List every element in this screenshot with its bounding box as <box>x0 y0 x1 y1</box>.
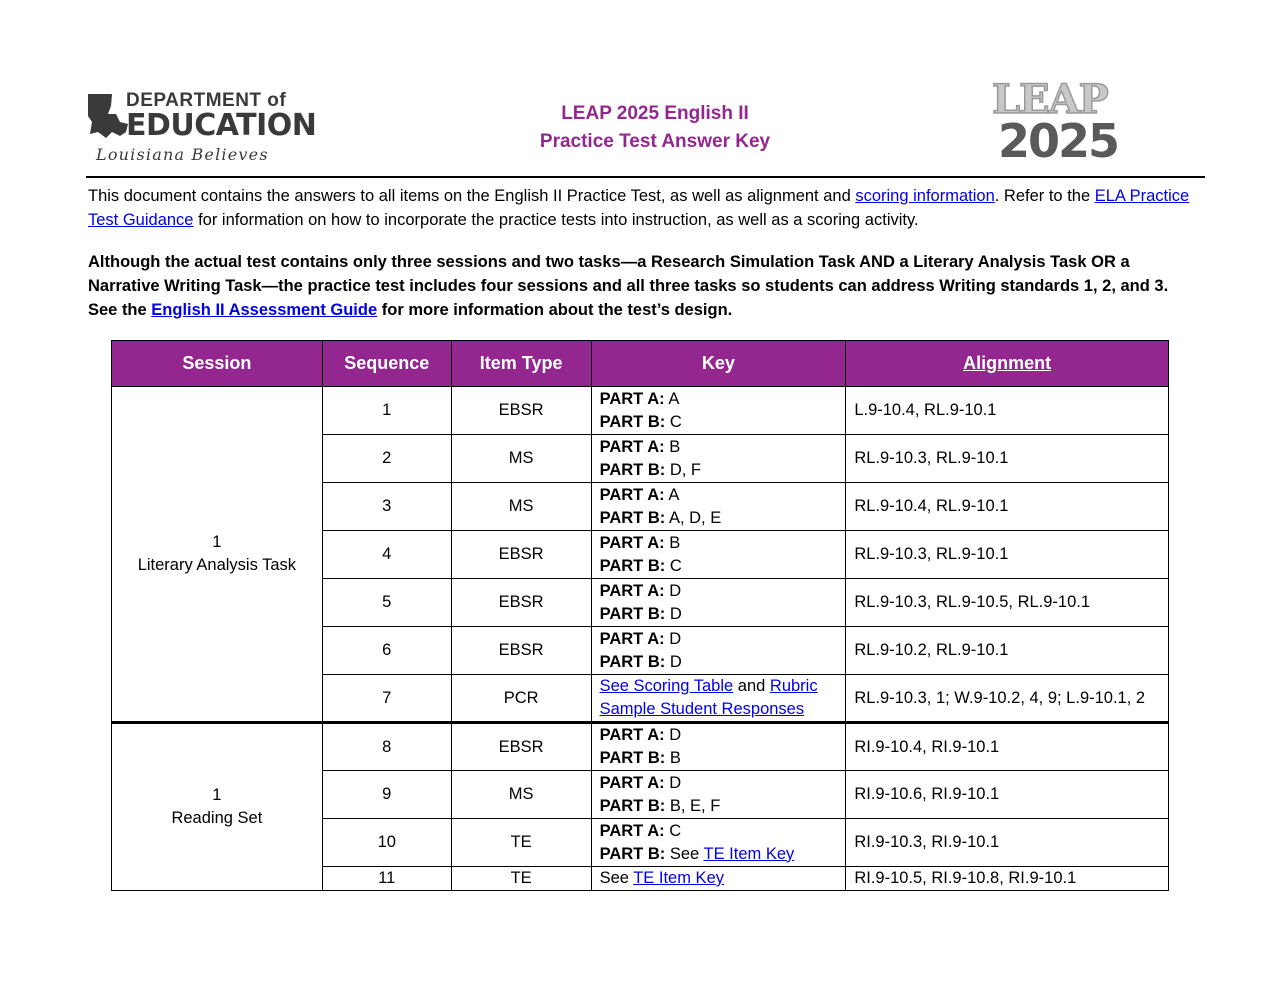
item-type-cell: MS <box>451 771 591 819</box>
intro-text-3: for information on how to incorporate the practice tests into instruction, as well as a scoring activity. <box>193 211 919 229</box>
part-a-label: PART A: <box>599 485 665 504</box>
part-a-line <box>600 484 846 507</box>
note-text-1: Although the actual test contains only three sessions and two tasks—a Research Simulation Task AND a Literary Analysis Task OR a Narrative Writing Task—the practice test includes four sessions and all three tasks so students can address Writing standards 1, 2, and 3. See the <box>88 253 1169 319</box>
part-b-line <box>600 411 846 434</box>
header-item-type: Item Type <box>451 341 591 387</box>
key-cell <box>591 723 846 771</box>
logo-line-department: DEPARTMENT of <box>126 90 287 111</box>
intro-text-2: . Refer to the <box>994 187 1095 205</box>
part-b-line <box>600 459 846 482</box>
leap-logo-year: 2025 <box>998 114 1119 168</box>
part-a-line <box>600 580 846 603</box>
part-b-label: PART B: <box>599 796 666 815</box>
part-a-answer: C <box>669 821 682 840</box>
alignment-link[interactable]: Alignment <box>963 353 1052 373</box>
session-name: Reading Set <box>171 809 263 827</box>
part-b-line <box>600 843 846 866</box>
louisiana-state-icon <box>86 92 130 140</box>
header-divider <box>86 176 1205 178</box>
scoring-table-link[interactable]: See Scoring Table <box>599 677 734 695</box>
part-a-label: PART A: <box>599 629 665 648</box>
item-type-cell: PCR <box>451 675 591 723</box>
part-b-answer: D <box>669 604 682 623</box>
part-a-answer: D <box>669 726 682 744</box>
session-number: 1 <box>212 533 222 551</box>
part-b-label: PART B: <box>599 556 666 575</box>
page-header <box>0 0 1280 176</box>
key-cell <box>591 387 846 435</box>
header-session: Session <box>112 341 323 387</box>
part-a-line <box>600 628 846 651</box>
part-a-answer: A <box>668 485 680 504</box>
part-b-answer: A, D, E <box>668 508 722 527</box>
part-a-answer: D <box>669 773 682 792</box>
item-type-cell: TE <box>451 819 591 867</box>
key-cell <box>591 579 846 627</box>
part-a-answer: B <box>669 533 681 552</box>
part-b-label: PART B: <box>599 412 666 431</box>
header-alignment <box>846 341 1169 387</box>
item-type-cell: EBSR <box>451 387 591 435</box>
sequence-cell: 3 <box>322 483 451 531</box>
table-header-row <box>112 341 1169 387</box>
te-item-key-link[interactable]: TE Item Key <box>703 844 795 863</box>
item-type-cell: MS <box>451 435 591 483</box>
sequence-cell: 6 <box>322 627 451 675</box>
part-a-label: PART A: <box>599 726 665 744</box>
part-b-line <box>600 555 846 578</box>
alignment-cell: RL.9-10.3, 1; W.9-10.2, 4, 9; L.9-10.1, 2 <box>846 675 1169 723</box>
part-a-label: PART A: <box>599 437 665 456</box>
part-b-label: PART B: <box>599 460 666 479</box>
key-cell <box>591 435 846 483</box>
logo-line-tagline: Louisiana Believes <box>96 145 269 164</box>
part-b-answer: B <box>669 749 681 767</box>
answer-key-table <box>111 340 1169 891</box>
part-b-label: PART B: <box>599 508 666 527</box>
item-type-cell: EBSR <box>451 531 591 579</box>
alignment-cell: RL.9-10.3, RL.9-10.5, RL.9-10.1 <box>846 579 1169 627</box>
leap-2025-logo <box>990 76 1150 166</box>
part-a-line <box>600 724 846 747</box>
part-a-line <box>600 436 846 459</box>
part-a-label: PART A: <box>599 821 665 840</box>
see-text: See <box>669 844 700 863</box>
header-key: Key <box>591 341 846 387</box>
part-a-answer: D <box>669 629 682 648</box>
item-type-cell: MS <box>451 483 591 531</box>
ela-practice-test-guidance-link[interactable]: ELA Practice Test Guidance <box>88 187 1190 229</box>
table-row <box>112 387 1169 435</box>
intro-paragraph <box>88 184 1198 232</box>
sequence-cell: 4 <box>322 531 451 579</box>
part-b-answer: D, F <box>669 460 702 479</box>
session-cell-literary-analysis <box>112 387 323 723</box>
key-links-line-1 <box>600 675 846 698</box>
sequence-cell: 1 <box>322 387 451 435</box>
sequence-cell: 7 <box>322 675 451 723</box>
part-a-line <box>600 772 846 795</box>
rubric-link[interactable]: Rubric <box>769 677 818 695</box>
key-cell <box>591 483 846 531</box>
alignment-cell: RI.9-10.4, RI.9-10.1 <box>846 723 1169 771</box>
logo-line-education: EDUCATION <box>126 108 317 143</box>
title-line-2: Practice Test Answer Key <box>539 131 771 152</box>
note-text-2: for more information about the test’s design. <box>377 301 733 319</box>
te-item-key-link[interactable]: TE Item Key <box>633 869 724 887</box>
part-a-answer: A <box>668 389 680 408</box>
part-b-answer: B, E, F <box>669 796 721 815</box>
item-type-cell: EBSR <box>451 579 591 627</box>
part-b-label: PART B: <box>599 604 666 623</box>
part-b-line <box>600 795 846 818</box>
part-b-label: PART B: <box>599 749 666 767</box>
part-a-line <box>600 532 846 555</box>
item-type-cell: TE <box>451 867 591 891</box>
part-a-line <box>600 388 846 411</box>
leap-logo-word: LEAP <box>992 76 1108 123</box>
session-name: Literary Analysis Task <box>137 556 297 574</box>
sequence-cell: 8 <box>322 723 451 771</box>
alignment-cell: L.9-10.4, RL.9-10.1 <box>846 387 1169 435</box>
alignment-cell: RL.9-10.2, RL.9-10.1 <box>846 627 1169 675</box>
part-a-label: PART A: <box>599 773 665 792</box>
sample-student-responses-link[interactable]: Sample Student Responses <box>599 700 805 718</box>
key-cell <box>591 531 846 579</box>
part-b-label: PART B: <box>599 652 666 671</box>
part-b-line <box>600 747 846 770</box>
english-ii-assessment-guide-link[interactable]: English II Assessment Guide <box>151 301 378 319</box>
item-type-cell: EBSR <box>451 723 591 771</box>
scoring-information-link[interactable]: scoring information <box>855 187 995 205</box>
sequence-cell: 2 <box>322 435 451 483</box>
key-cell <box>591 867 846 891</box>
session-cell-reading-set <box>112 723 323 891</box>
sequence-cell: 9 <box>322 771 451 819</box>
key-cell <box>591 771 846 819</box>
alignment-cell: RL.9-10.4, RL.9-10.1 <box>846 483 1169 531</box>
key-cell <box>591 627 846 675</box>
alignment-cell: RL.9-10.3, RL.9-10.1 <box>846 435 1169 483</box>
and-text: and <box>737 677 766 695</box>
part-b-answer: C <box>669 556 682 575</box>
session-number: 1 <box>212 786 222 804</box>
part-b-line <box>600 507 846 530</box>
part-b-answer: D <box>669 652 682 671</box>
sequence-cell: 10 <box>322 819 451 867</box>
part-b-answer: C <box>669 412 682 431</box>
alignment-cell: RI.9-10.6, RI.9-10.1 <box>846 771 1169 819</box>
part-a-label: PART A: <box>599 581 665 600</box>
intro-text-1: This document contains the answers to all items on the English II Practice Test, as well as alignment and <box>88 187 856 205</box>
alignment-cell: RI.9-10.5, RI.9-10.8, RI.9-10.1 <box>846 867 1169 891</box>
item-type-cell: EBSR <box>451 627 591 675</box>
title-line-1: LEAP 2025 English II <box>561 103 749 124</box>
key-cell <box>591 675 846 723</box>
part-a-answer: B <box>669 437 681 456</box>
header-sequence: Sequence <box>322 341 451 387</box>
part-a-line <box>600 820 846 843</box>
alignment-cell: RL.9-10.3, RL.9-10.1 <box>846 531 1169 579</box>
part-b-line <box>600 651 846 674</box>
key-links-line-2 <box>600 698 846 721</box>
see-text: See <box>599 869 629 887</box>
part-b-label: PART B: <box>599 844 666 863</box>
design-note-paragraph <box>88 250 1198 322</box>
part-a-answer: D <box>669 581 682 600</box>
part-b-line <box>600 603 846 626</box>
document-title <box>440 100 870 156</box>
sequence-cell: 5 <box>322 579 451 627</box>
sequence-cell: 11 <box>322 867 451 891</box>
alignment-cell: RI.9-10.3, RI.9-10.1 <box>846 819 1169 867</box>
part-a-label: PART A: <box>599 533 665 552</box>
key-cell <box>591 819 846 867</box>
table-row <box>112 723 1169 771</box>
part-a-label: PART A: <box>599 389 665 408</box>
department-of-education-logo <box>86 88 317 168</box>
